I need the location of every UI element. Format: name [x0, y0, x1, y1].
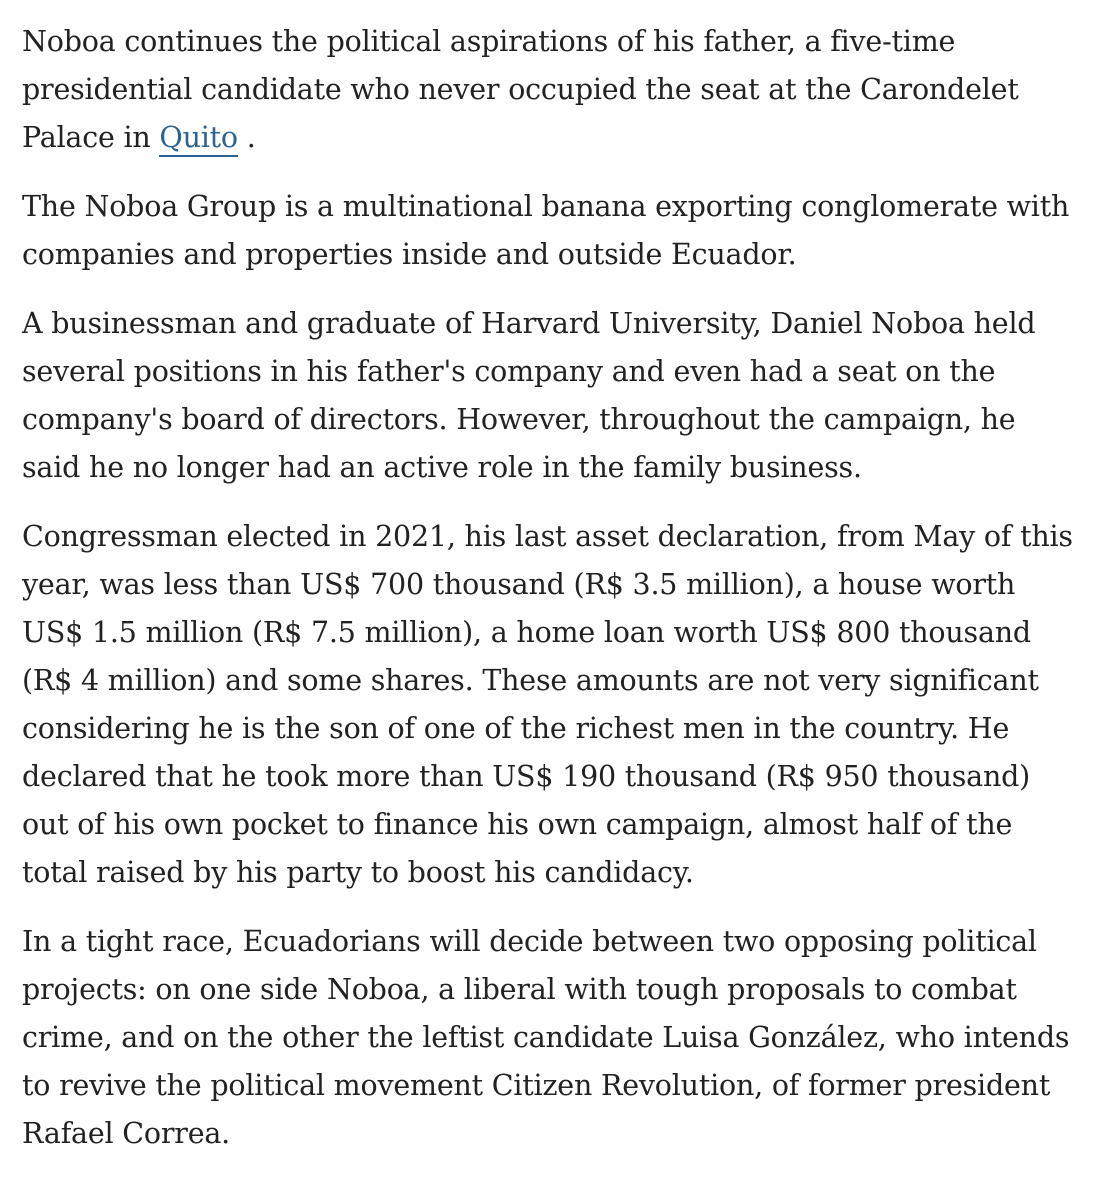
paragraph-businessman: A businessman and graduate of Harvard University, Daniel Noboa held several positions in his father's company and even had a seat on the company's board of directors. However, throughout the campaign, he said he no longer had an active role in the family business. — [22, 307, 1036, 484]
paragraph-asset-declaration: Congressman elected in 2021, his last asset declaration, from May of this year, was less than US$ 700 thousand (R$ 3.5 million), a house worth US$ 1.5 million (R$ 7.5 million), a home loan worth US$ 800 thousand (R$ 4 million) and some shares. These amounts are not very significant considering he is the son of one of the richest men in the country. He declared that he took more than US$ 190 thousand (R$ 950 thousand) out of his own pocket to finance his own campaign, almost half of the total raised by his party to boost his candidacy. — [22, 520, 1073, 889]
paragraph-tight-race: In a tight race, Ecuadorians will decide between two opposing political projects: on one side Noboa, a liberal with tough proposals to combat crime, and on the other the leftist candidate Luisa González, who intends to revive the political movement Citizen Revolution, of former president Rafael Correa. — [22, 925, 1070, 1150]
paragraph-father-aspirations — [22, 18, 1077, 162]
paragraph-text-end: . — [237, 121, 256, 154]
paragraph-text: Noboa continues the political aspirations of his father, a five-time presidential candidate who never occupied the seat at the Carondelet Palace in — [22, 25, 1019, 154]
paragraph-noboa-group: The Noboa Group is a multinational banana exporting conglomerate with companies and properties inside and outside Ecuador. — [22, 190, 1070, 271]
article-body — [22, 18, 1077, 1179]
quito-link[interactable]: Quito — [159, 121, 237, 157]
